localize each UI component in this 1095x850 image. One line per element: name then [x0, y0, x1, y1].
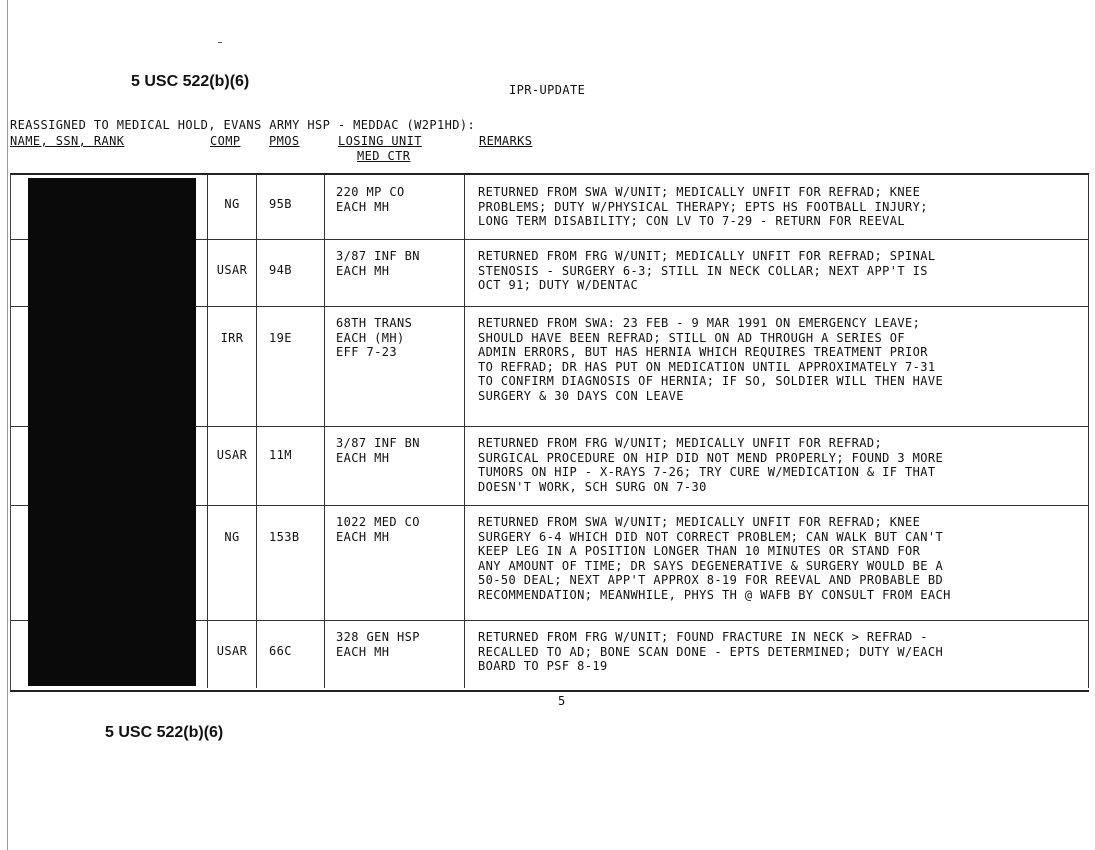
unit-cell [324, 505, 464, 620]
remarks-value: RETURNED FROM FRG W/UNIT; MEDICALLY UNFIT FOR REFRAD; SURGICAL PROCEDURE ON HIP DID NOT MEND PROPERLY; FOUND 3 MORE TUMORS ON HIP - X-RAYS 7-26; TRY CURE W/MEDICATION & IF THAT DOESN'T WORK, SCH SURG ON 7-30 [478, 436, 944, 494]
unit-cell [324, 306, 464, 426]
unit-cell [324, 175, 464, 239]
unit-cell [324, 239, 464, 306]
pmos-value: 66C [269, 644, 292, 658]
redaction-block [28, 178, 196, 686]
remarks-value: RETURNED FROM SWA W/UNIT; MEDICALLY UNFIT FOR REFRAD; KNEE SURGERY 6-4 WHICH DID NOT CORRECT PROBLEM; CAN WALK BUT CAN'T KEEP LEG IN A POSITION LONGER THAN 10 MINUTES OR STAND FOR ANY AMOUNT OF TIME; DR SAYS DEGENERATIVE & SURGERY WOULD BE A 50-50 DEAL; NEXT APP'T APPROX 8-19 FOR REEVAL AND PROBABLE BD RECOMMENDATION; MEANWHILE, PHYS TH @ WAFB BY CONSULT FROM EACH [478, 515, 951, 602]
remarks-cell [464, 505, 1089, 620]
comp-cell [207, 426, 256, 505]
col-header-med-ctr: MED CTR [357, 149, 411, 163]
pmos-value: 95B [269, 197, 292, 211]
comp-value: USAR [216, 448, 248, 462]
comp-cell [207, 306, 256, 426]
unit-cell [324, 620, 464, 688]
assignment-line: REASSIGNED TO MEDICAL HOLD, EVANS ARMY HSP - MEDDAC (W2P1HD): [10, 118, 476, 132]
unit-value: 3/87 INF BN EACH MH [336, 436, 420, 465]
col-header-comp: COMP [210, 134, 241, 148]
scan-edge-line [7, 0, 8, 850]
page-number: 5 [558, 694, 566, 708]
scan-speck [218, 42, 222, 43]
col-header-losing-unit: LOSING UNIT [338, 134, 422, 148]
exemption-stamp-bottom: 5 USC 522(b)(6) [105, 724, 224, 741]
pmos-cell [256, 175, 324, 239]
comp-value: USAR [216, 644, 248, 658]
pmos-value: 11M [269, 448, 292, 462]
redaction-block-lower [46, 630, 196, 686]
pmos-value: 94B [269, 263, 292, 277]
pmos-cell [256, 239, 324, 306]
pmos-cell [256, 620, 324, 688]
comp-value: USAR [216, 263, 248, 277]
remarks-cell [464, 175, 1089, 239]
pmos-value: 153B [269, 530, 300, 544]
unit-value: 68TH TRANS EACH (MH) EFF 7-23 [336, 316, 413, 360]
unit-cell [324, 426, 464, 505]
page-title: IPR-UPDATE [509, 83, 586, 97]
unit-value: 220 MP CO EACH MH [336, 185, 405, 214]
comp-value: NG [224, 530, 240, 544]
exemption-stamp-top: 5 USC 522(b)(6) [131, 73, 250, 90]
remarks-cell [464, 620, 1089, 688]
pmos-cell [256, 306, 324, 426]
remarks-cell [464, 426, 1089, 505]
comp-value: IRR [220, 331, 244, 345]
remarks-value: RETURNED FROM SWA: 23 FEB - 9 MAR 1991 ON EMERGENCY LEAVE; SHOULD HAVE BEEN REFRAD; STILL ON AD THROUGH A SERIES OF ADMIN ERRORS, BUT HAS HERNIA WHICH REQUIRES TREATMENT PRIOR TO REFRAD; DR HAS PUT ON MEDICATION UNTIL APPROXIMATELY 7-31 TO CONFIRM DIAGNOSIS OF HERNIA; IF SO, SOLDIER WILL THEN HAVE SURGERY & 30 DAYS CON LEAVE [478, 316, 944, 403]
comp-cell [207, 505, 256, 620]
remarks-value: RETURNED FROM SWA W/UNIT; MEDICALLY UNFIT FOR REFRAD; KNEE PROBLEMS; DUTY W/PHYSICAL THERAPY; EPTS HS FOOTBALL INJURY; LONG TERM DISABILITY; CON LV TO 7-29 - RETURN FOR REEVAL [478, 185, 928, 229]
remarks-value: RETURNED FROM FRG W/UNIT; FOUND FRACTURE IN NECK > REFRAD - RECALLED TO AD; BONE SCAN DONE - EPTS DETERMINED; DUTY W/EACH BOARD TO PSF 8-19 [478, 630, 944, 674]
unit-value: 1022 MED CO EACH MH [336, 515, 420, 544]
pmos-cell [256, 505, 324, 620]
unit-value: 3/87 INF BN EACH MH [336, 249, 420, 278]
comp-cell [207, 620, 256, 688]
pmos-cell [256, 426, 324, 505]
comp-value: NG [224, 197, 240, 211]
remarks-cell [464, 306, 1089, 426]
remarks-cell [464, 239, 1089, 306]
col-header-remarks: REMARKS [479, 134, 533, 148]
col-header-pmos: PMOS [269, 134, 300, 148]
comp-cell [207, 175, 256, 239]
unit-value: 328 GEN HSP EACH MH [336, 630, 420, 659]
col-header-name: NAME, SSN, RANK [10, 134, 125, 148]
comp-cell [207, 239, 256, 306]
remarks-value: RETURNED FROM FRG W/UNIT; MEDICALLY UNFIT FOR REFRAD; SPINAL STENOSIS - SURGERY 6-3; STILL IN NECK COLLAR; NEXT APP'T IS OCT 91; DUTY W/DENTAC [478, 249, 936, 293]
pmos-value: 19E [269, 331, 292, 345]
